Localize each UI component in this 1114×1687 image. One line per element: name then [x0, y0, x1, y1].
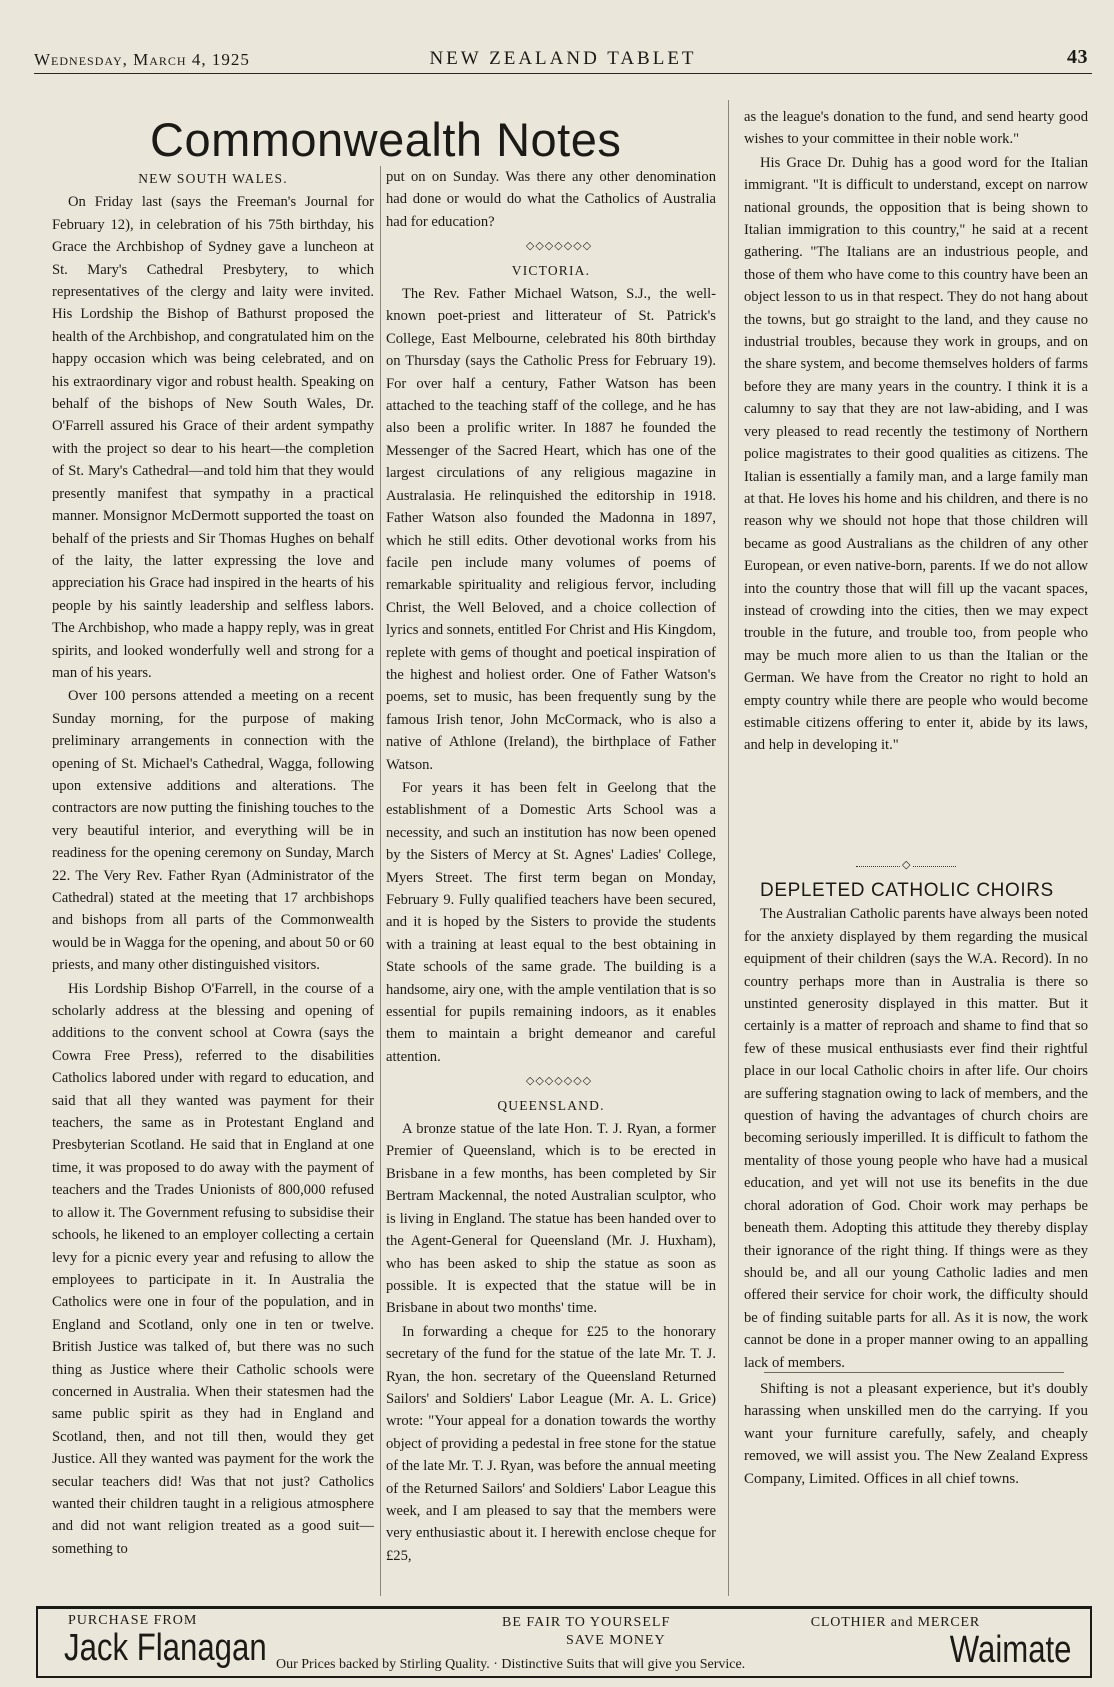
- ad-purchase-from: PURCHASE FROM: [68, 1613, 198, 1628]
- ad-merchant-name: Jack Flanagan: [64, 1627, 267, 1669]
- section-ornament: ◇◇◇◇◇◇◇: [525, 240, 593, 253]
- choirs-heading: DEPLETED CATHOLIC CHOIRS: [760, 880, 1054, 901]
- section-heading-queensland: QUEENSLAND.: [497, 1097, 605, 1113]
- column-rule: [380, 166, 381, 1596]
- ad-trade: CLOTHIER and MERCER: [810, 1615, 980, 1630]
- paragraph: His Lordship Bishop O'Farrell, in the course of a scholarly address at the blessing and opening of additions to the convent school at Cowra (says the Cowra Free Press), referred to the disabilities Catholics labored under with regard to education, and said that all they wanted was payment for their teachers, the same as in Protestant England and Presbyterian Scotland. He said that in England at one time, it was proposed to do away with the payment of teachers and the Trades Unionists of 800,000 refused to allow it. The Government refusing to subsidise their schools, he likened to an employer collecting a certain levy for a picnic every year and refusing to allow the employees to participate in it. In Australia the Catholics were one in four of the population, and in England and Scotland, only one in ten or twelve. British Justice was talked of, but there was no such thing as Justice where their Catholic schools were concerned in Australia. When their statesmen had the same public spirit as they had in England and Scotland, then, and not till then, would they get Justice. All they wanted was payment for the work the secular teachers did! Was that not just? Catholics wanted their children taught in a religious atmosphere and did not want religion treated as a good suit—something to: [52, 980, 374, 1557]
- paragraph: A bronze statue of the late Hon. T. J. Ryan, a former Premier of Queensland, which is to be erected in Brisbane in a few months, has been completed by Sir Bertram Mackennal, the noted Australian sculptor, who is living in England. The statue has been handed over to the Agent-General for Queensland (Mr. J. Huxham), who has been asked to ship the statue as soon as possible. It is expected that the statue will be in Brisbane in about two months' time.: [386, 1121, 716, 1317]
- column-3-shifting-notice: [744, 1378, 1088, 1598]
- issue-date: Wednesday, March 4, 1925: [34, 50, 250, 69]
- ad-tagline: Our Prices backed by Stirling Quality. · Distinctive Suits that will give you Service.: [276, 1657, 746, 1672]
- paragraph: The Rev. Father Michael Watson, S.J., the well-known poet-priest and litterateur of St. Patrick's College, East Melbourne, celebrated his 80th birthday on Thursday (says the Catholic Press for February 19). For over half a century, Father Watson has been attached to the teaching staff of the college, and he has also been a prolific writer. In 1887 he founded the Messenger of the Sacred Heart, which has one of the largest circulations of any religious magazine in Australasia. He relinquished the editorship in 1918. Father Watson also founded the Madonna in 1897, which he still edits. Other devotional works from his facile pen include many volumes of poems of remarkable spirituality and religious fervor, including Christ, the Well Beloved, and a choice collection of lyrics and sonnets, entitled For Christ and His Kingdom, replete with gems of thought and poetical inspiration of the highest and holiest order. One of Father Watson's poems, set to music, has been frequently sung by the famous Irish tenor, John McCormack, who is also a native of Athlone (Ireland), the birthplace of Father Watson.: [386, 286, 716, 773]
- column-2: [386, 166, 716, 1687]
- paragraph: put on on Sunday. Was there any other denomination had done or would do what the Catholics of Australia had for education?: [386, 169, 716, 230]
- paragraph: as the league's donation to the fund, and send hearty good wishes to your committee in their noble work.": [744, 109, 1088, 148]
- section-heading-victoria: VICTORIA.: [511, 262, 591, 278]
- column-1: [52, 166, 374, 1687]
- section-ornament: ◇◇◇◇◇◇◇: [525, 1075, 593, 1088]
- publication-title: NEW ZEALAND TABLET: [429, 48, 697, 69]
- paragraph: Over 100 persons attended a meeting on a recent Sunday morning, for the purpose of making preliminary arrangements in connection with the opening of St. Michael's Cathedral, Wagga, following upon extensive additions and alterations. The contractors are now putting the finishing touches to the very beautiful interior, and everything will be in readiness for the opening ceremony on Sunday, March 22. The Very Rev. Father Ryan (Administrator of the Cathedral) stated at the meeting that 17 archbishops and bishops from all parts of the Commonwealth would be in Wagga for the opening, and about 50 or 60 priests, and many other distinguished visitors.: [52, 688, 374, 974]
- paragraph: The Australian Catholic parents have always been noted for the anxiety displayed by them regarding the musical equipment of their children (says the W.A. Record). In no country perhaps more than in Australia is there so unstinted generosity displayed in this matter. But it certainly is a matter of reproach and shame to find that so few of these musical enthusiasts ever find their rightful place in our local Catholic choirs in after life. Our choirs are suffering stagnation owing to lack of members, and the question of having the advantages of church choirs are becoming seriously imperilled. It is difficult to fathom the mentality of those young people who have had a musical education, and yet will not use its benefits in the due choral adoration of God. Choir work may perhaps be beneath them. Adopting this attitude they thereby display their ignorance of the right thing. If things were as they should be, and all our young Catholic ladies and men offered their service for choir work, the difficulty should be of finding suitable parts for all. As it is now, the work cannot be done in a proper manner owing to an appalling lack of members.: [744, 906, 1088, 1370]
- separator-line: [764, 1372, 1064, 1373]
- article-heading: Commonwealth Notes: [150, 113, 622, 166]
- running-head: [34, 48, 1092, 74]
- paragraph: Shifting is not a pleasant experience, but it's doubly harassing when unskilled men do the carrying. If you want your furniture carefully, safely, and cheaply removed, we will assist you. The New Zealand Express Company, Limited. Offices in all chief towns.: [744, 1381, 1088, 1487]
- paragraph: In forwarding a cheque for £25 to the honorary secretary of the fund for the statue of the late Mr. T. J. Ryan, the hon. secretary of the Queensland Returned Sailors' and Soldiers' Labor League (Mr. A. L. Grice) wrote: "Your appeal for a donation towards the worthy object of providing a pedestal in free stone for the statue of the late Mr. T. J. Ryan, was before the annual meeting of the Returned Sailors' and Soldiers' Labor League this week, and I am pleased to say that the members were very enthusiastic about it. I herewith enclose cheque for £25,: [386, 1323, 716, 1564]
- column-3-top: [744, 106, 1088, 826]
- section-heading-nsw: NEW SOUTH WALES.: [138, 171, 288, 186]
- divider-glyph: ◇: [902, 859, 911, 871]
- ad-town: Waimate: [950, 1629, 1072, 1671]
- page-number: 43: [1067, 46, 1088, 68]
- divider-ornament: [856, 859, 956, 874]
- paragraph: For years it has been felt in Geelong that the establishment of a Domestic Arts School was a necessity, and such an institution has now been opened by the Sisters of Mercy at St. Agnes' Ladies' College, Myers Street. The first term began on Monday, February 9. Fully qualified teachers have been secured, and it is hoped by the Sisters to provide the students with a training at least equal to the best obtaining in State schools of the same grade. The building is a handsome, airy one, with the ample ventilation that is so essential for pupils remaining indoors, as it enables them to maintain a bright demeanor and careful attention.: [386, 779, 716, 1065]
- paragraph: His Grace Dr. Duhig has a good word for the Italian immigrant. "It is difficult to understand, except on narrow national grounds, the opposition that is being shown to Italian immigration to this country," he said at a recent gathering. "The Italians are an industrious people, and those of them who have come to this country have been an object lesson to us in that respect. They do not hang about the towns, but go straight to the land, and they cause no industrial troubles, because they work in groups, and on the share system, and become themselves holders of farms before they are many years in the country. I think it is a calumny to say that they are not law-abiding, and I was very pleased to read recently the testimony of Northern police magistrates to their good qualities as citizens. The Italian is essentially a family man, and a large family man at that. He loves his home and his children, and there is no reason why we should not hope that those children will became as good Australians as the children of any other European, or even native-born, parents. If we do not allow into the country those that will fill up the vacant spaces, instead of crowding into the cities, then we may expect trouble in the future, and trouble too, from people who may be much more alien to us than the Italian or the German. We have from the Creator no right to hold an empty country while there are people who would become estimable citizens offering to enter it, abide by its laws, and help in developing it.": [744, 154, 1088, 754]
- column-3-choirs: [744, 880, 1088, 1370]
- ad-save-money: SAVE MONEY: [566, 1633, 666, 1648]
- column-rule: [728, 100, 729, 1596]
- paragraph: On Friday last (says the Freeman's Journal for February 12), in celebration of his 75th birthday, his Grace the Archbishop of Sydney gave a luncheon at St. Mary's Cathedral Presbytery, to which representatives of the clergy and laity were invited. His Lordship the Bishop of Bathurst proposed the health of the Archbishop, and congratulated him on the happy occasion which was being celebrated, and on his extraordinary vigor and robust health. Speaking on behalf of the bishops of New South Wales, Dr. O'Farrell assured his Grace of their ardent sympathy with the project so dear to his heart—the completion of St. Mary's Cathedral—and told him that they would presently manifest that sympathy in a practical manner. Monsignor McDermott supported the toast on behalf of the priests and Sir Thomas Hughes on behalf of the laity, the latter expressing the love and appreciation his Grace had inspired in the hearts of his people by his saintly leadership and selfless labors. The Archbishop, who made a happy reply, was in great spirits, and looked wonderfully well and strong for a man of his years.: [52, 194, 374, 681]
- ad-slogan: BE FAIR TO YOURSELF: [502, 1615, 671, 1630]
- advertisement-banner: [36, 1606, 1092, 1678]
